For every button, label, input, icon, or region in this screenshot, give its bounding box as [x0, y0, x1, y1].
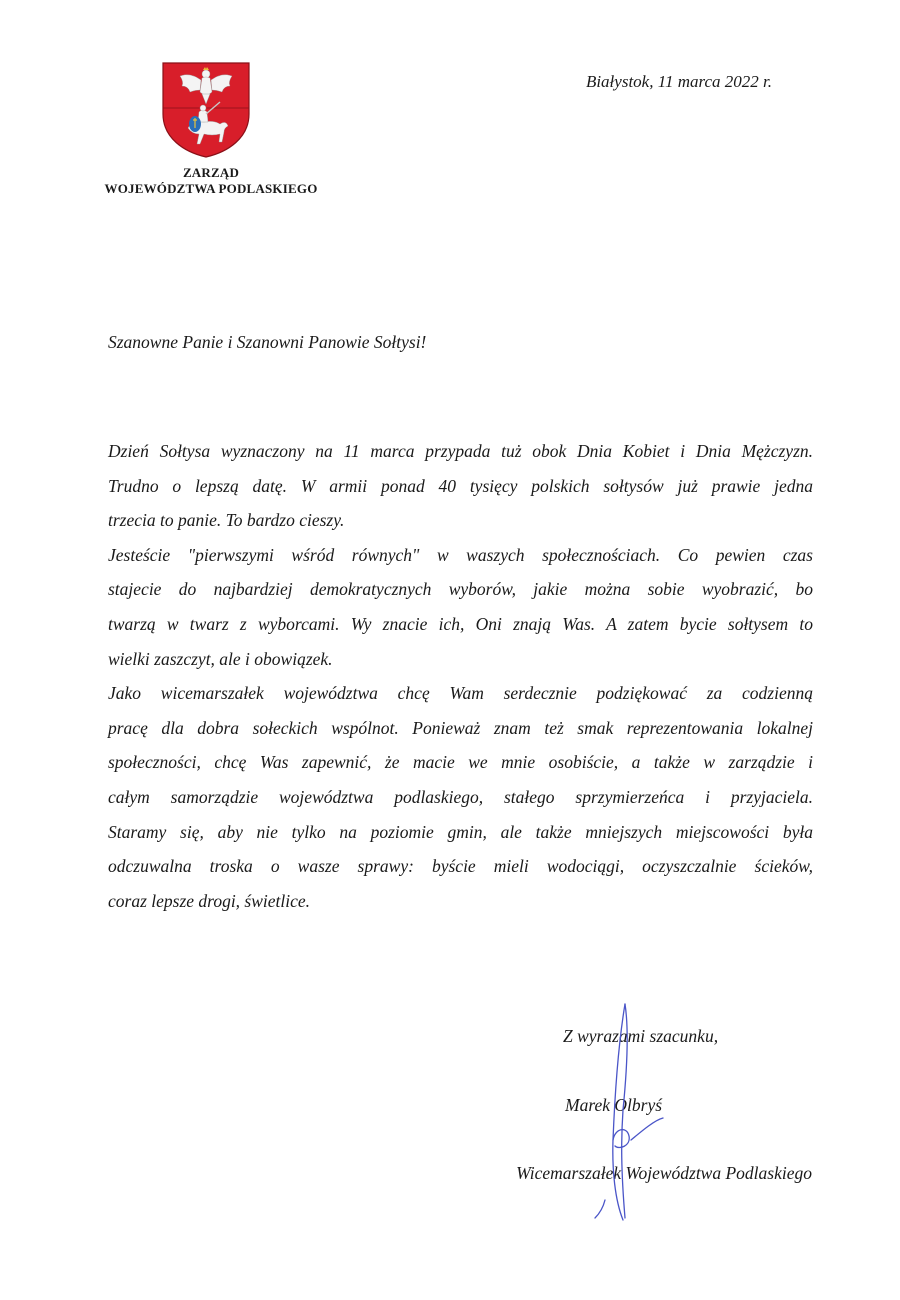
body-line: całym samorządzie województwa podlaskiego, stałego sprzymierzeńca i przyjaciela. [108, 786, 813, 807]
body-line: trzecia to panie. To bardzo cieszy. [108, 510, 345, 531]
body-line: coraz lepsze drogi, świetlice. [108, 890, 311, 911]
body-line: Dzień Sołtysa wyznaczony na 11 marca przypada tuż obok Dnia Kobiet i Dnia Mężczyzn. [108, 441, 813, 461]
body-line: wielki zaszczyt, ale i obowiązek. [108, 648, 333, 669]
org-name-line-1: ZARZĄD [182, 165, 240, 180]
letter-body [108, 434, 813, 918]
organization-name [95, 165, 327, 197]
signer-title: Wicemarszałek Województwa Podlaskiego [516, 1163, 812, 1183]
body-line: odczuwalna troska o wasze sprawy: byście mieli wodociągi, oczyszczalnie ścieków, [108, 856, 813, 877]
body-line: stajecie do najbardziej demokratycznych wyborów, jakie można sobie wyobrazić, bo [108, 579, 813, 600]
closing-phrase: Z wyrazami szacunku, [563, 1026, 719, 1046]
body-line: Staramy się, aby nie tylko na poziomie gmin, ale także mniejszych miejscowości była [108, 821, 813, 842]
paragraph-2 [108, 538, 813, 676]
place-and-date: Białystok, 11 marca 2022 r. [585, 72, 772, 91]
body-line: Jako wicemarszałek województwa chcę Wam serdecznie podziękować za codzienną [108, 683, 813, 704]
salutation: Szanowne Panie i Szanowni Panowie Sołtysi! [108, 332, 427, 352]
body-line: pracę dla dobra sołeckich wspólnot. Ponieważ znam też smak reprezentowania lokalnej [108, 717, 813, 738]
podlaskie-coat-of-arms-icon [162, 62, 250, 158]
body-line: Jesteście "pierwszymi wśród równych" w waszych społecznościach. Co pewien czas [108, 544, 813, 565]
org-name-line-2: WOJEWÓDZTWA PODLASKIEGO [104, 181, 318, 196]
body-line: twarzą w twarz z wyborcami. Wy znacie ich, Oni znają Was. A zatem bycie sołtysem to [108, 613, 813, 634]
signer-name: Marek Olbryś [565, 1095, 663, 1115]
paragraph-1 [108, 434, 813, 538]
body-line: Trudno o lepszą datę. W armii ponad 40 tysięcy polskich sołtysów już prawie jedna [108, 475, 813, 496]
body-line: społeczności, chcę Was zapewnić, że macie we mnie osobiście, a także w zarządzie i [108, 752, 813, 773]
paragraph-3 [108, 676, 813, 918]
